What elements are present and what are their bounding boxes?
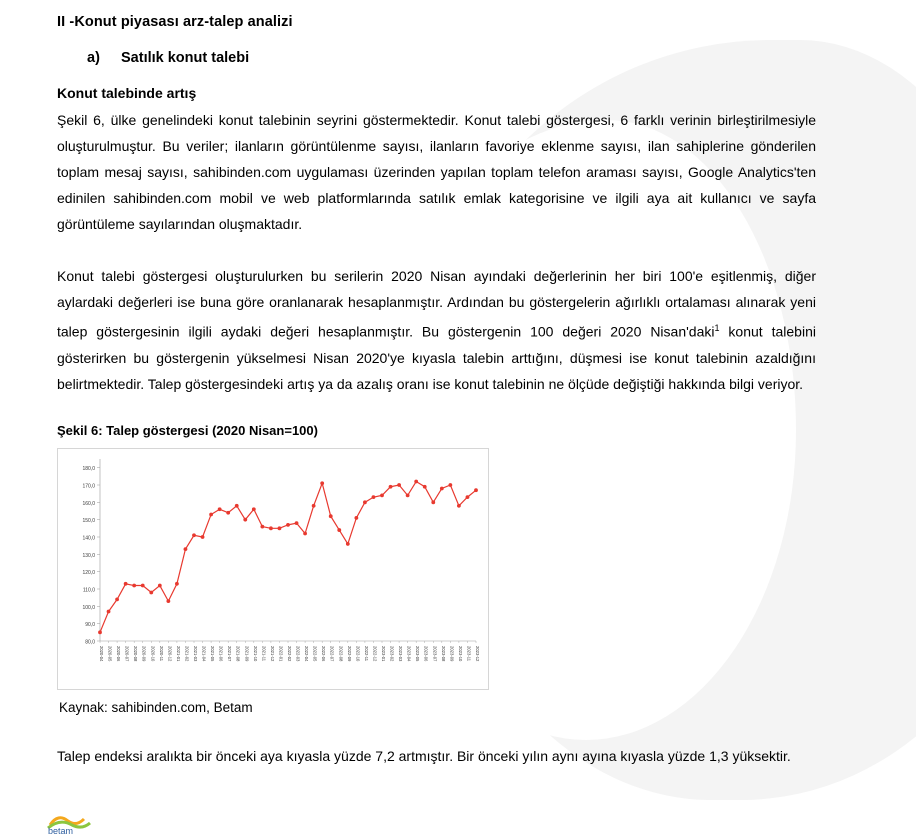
svg-text:2021-11: 2021-11: [261, 645, 267, 661]
page-title: II -Konut piyasası arz-talep analizi: [57, 14, 293, 30]
svg-text:2022-02: 2022-02: [287, 645, 292, 662]
svg-text:80,0: 80,0: [85, 639, 95, 646]
svg-text:2021-06: 2021-06: [218, 645, 224, 662]
svg-text:2023-10: 2023-10: [457, 645, 463, 662]
svg-text:2022-06: 2022-06: [321, 645, 327, 662]
svg-text:2023-11: 2023-11: [466, 645, 472, 661]
section-subitem-marker: a): [87, 50, 100, 66]
svg-text:2021-04: 2021-04: [201, 645, 207, 662]
svg-text:2020-06: 2020-06: [116, 645, 122, 662]
svg-text:2021-05: 2021-05: [210, 645, 216, 662]
svg-text:2022-10: 2022-10: [355, 645, 361, 662]
svg-text:2020-04: 2020-04: [99, 645, 104, 662]
svg-text:2023-08: 2023-08: [440, 645, 446, 662]
svg-text:2022-09: 2022-09: [346, 645, 352, 662]
closing-paragraph: Talep endeksi aralıkta bir önceki aya kıyasla yüzde 7,2 artmıştır. Bir önceki yılın aynı ayına kıyasla yüzde 1,3 yüksektir.: [57, 747, 791, 764]
svg-text:2022-12: 2022-12: [372, 645, 378, 662]
svg-text:2021-07: 2021-07: [227, 645, 233, 662]
svg-text:150,0: 150,0: [82, 517, 95, 524]
svg-text:180,0: 180,0: [82, 465, 95, 472]
svg-text:2020-12: 2020-12: [167, 645, 173, 662]
svg-text:160,0: 160,0: [82, 500, 95, 507]
svg-text:2020-07: 2020-07: [124, 645, 130, 662]
section-heading: Konut talebinde artış: [57, 85, 197, 101]
svg-text:2021-01: 2021-01: [175, 645, 181, 662]
betam-logo: [44, 809, 116, 835]
svg-text:170,0: 170,0: [82, 483, 95, 490]
footnote-marker: 1: [714, 323, 720, 333]
figure-title: Şekil 6: Talep göstergesi (2020 Nisan=100): [57, 422, 318, 438]
svg-text:140,0: 140,0: [82, 535, 95, 542]
svg-text:betam: betam: [48, 826, 74, 835]
svg-text:110,0: 110,0: [82, 587, 95, 594]
svg-text:2020-08: 2020-08: [133, 645, 139, 662]
svg-text:2022-07: 2022-07: [329, 645, 335, 662]
svg-text:2022-11: 2022-11: [363, 645, 369, 661]
svg-text:2021-12: 2021-12: [269, 645, 275, 662]
svg-text:2020-09: 2020-09: [141, 645, 147, 662]
paragraph-2-part2: konut talebini gösterirken bu göstergenin yükselmesi Nisan 2020'ye kıyasla talebin arttığını, düşmesi ise konut talebinin azaldığını belirtmektedir. Talep göstergesindeki artış ya da azalış oranı ise konut talebinin ne ölçüde değiştiği hakkında bilgi veriyor.: [57, 323, 816, 392]
svg-text:2021-10: 2021-10: [252, 645, 258, 662]
demand-index-chart: [57, 448, 489, 690]
svg-text:2023-02: 2023-02: [389, 645, 395, 662]
svg-text:2020-11: 2020-11: [158, 645, 164, 661]
svg-text:2020-05: 2020-05: [107, 645, 113, 662]
svg-text:2021-09: 2021-09: [244, 645, 250, 662]
svg-text:2020-10: 2020-10: [150, 645, 156, 662]
svg-text:90,0: 90,0: [85, 621, 95, 628]
svg-text:100,0: 100,0: [82, 604, 95, 611]
svg-text:2021-03: 2021-03: [193, 645, 198, 662]
svg-text:2021-02: 2021-02: [184, 645, 190, 662]
paragraph-2-part1: Konut talebi göstergesi oluşturulurken bu serilerin 2020 Nisan ayındaki değerlerinin her biri 100'e eşitlenmiş, diğer aylardaki değerleri ise buna göre oranlanarak hesaplanmıştır. Ardından bu göstergelerin ağırlıklı ortalaması alınarak yeni talep göstergesinin ilgili aydaki değeri hesaplanmıştır. Bu göstergenin 100 değeri 2020 Nisan'daki: [57, 268, 816, 340]
svg-text:2023-09: 2023-09: [449, 645, 455, 662]
paragraph-1: Şekil 6, ülke genelindeki konut talebinin seyrini göstermektedir. Konut talebi göstergesi, 6 farklı verinin birleştirilmesiyle oluşturulmuştur. Bu veriler; ilanların görüntülenme sayısı, ilanların favoriye eklenme sayısı, ilan sahiplerine gönderilen toplam mesaj sayısı, sahibinden.com uygulaması üzerinden yapılan toplam telefon araması sayısı, Google Analytics'ten edinilen sahibinden.com mobil ve web platformlarında satılık emlak kategorisine ve ilgili aya ait kullanıcı ve sayfa görüntüleme sayılarından oluşmaktadır.: [57, 112, 816, 232]
svg-text:2023-04: 2023-04: [406, 645, 412, 662]
svg-text:2023-07: 2023-07: [432, 645, 438, 662]
chart-canvas: [58, 449, 488, 689]
svg-text:2021-08: 2021-08: [235, 645, 241, 662]
svg-text:2023-03: 2023-03: [398, 645, 404, 662]
svg-text:2023-06: 2023-06: [423, 645, 429, 662]
svg-text:2023-05: 2023-05: [415, 645, 421, 662]
paragraph-2: [57, 263, 816, 397]
svg-text:2022-03: 2022-03: [295, 645, 301, 662]
source-note: Kaynak: sahibinden.com, Betam: [59, 699, 253, 715]
svg-text:120,0: 120,0: [82, 569, 95, 576]
svg-text:130,0: 130,0: [82, 552, 95, 559]
svg-text:2022-04: 2022-04: [304, 645, 310, 662]
section-subitem: [57, 50, 816, 66]
svg-text:2023-01: 2023-01: [381, 645, 386, 662]
svg-text:2022-01: 2022-01: [278, 645, 284, 662]
section-subitem-label: Satılık konut talebi: [121, 50, 250, 66]
svg-text:2022-08: 2022-08: [338, 645, 344, 662]
svg-text:2023-12: 2023-12: [475, 645, 480, 662]
svg-text:2022-05: 2022-05: [312, 645, 318, 662]
